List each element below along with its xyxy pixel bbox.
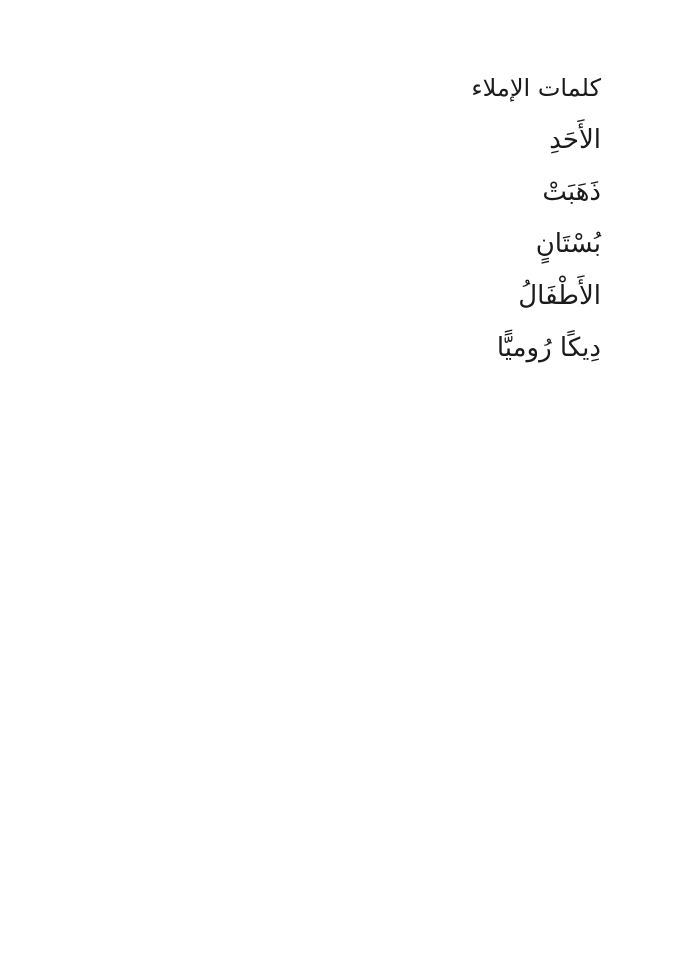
spelling-word-1: الأَحَدِ — [549, 125, 601, 155]
spelling-word-2: ذَهَبَتْ — [542, 177, 601, 207]
document-text-block — [73, 62, 601, 374]
spelling-word-4: الأَطْفَالُ — [518, 281, 601, 311]
spelling-word-3: بُسْتَانٍ — [535, 229, 601, 259]
document-title: كلمات الإملاء — [471, 74, 601, 102]
spelling-word-5: دِيكًا رُوميًّا — [496, 333, 601, 363]
